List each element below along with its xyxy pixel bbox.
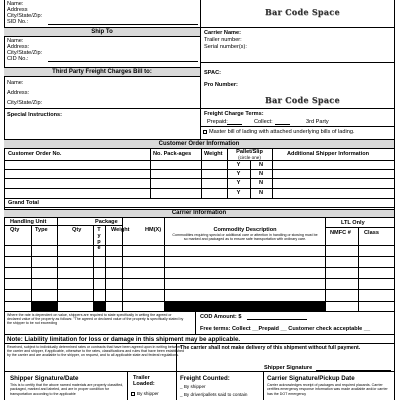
ltl-only-label: LTL Only [341,220,365,226]
ship-to-city-label: City/State/Zip: [7,50,43,56]
col-pkg-type-text: T y p e [97,226,101,251]
pallet-y-2[interactable]: Y [236,170,241,177]
ship-to-header: Ship To [4,28,200,36]
third-party-address-label: Address: [7,90,30,96]
fee-terms-label: Free terms: Collect __Prepaid __ Customer check acceptable __ [200,326,371,332]
trailer-by-shipper-text: By shipper [137,391,159,396]
value-note: Where the rate is dependent on value, shippers are required to state specifically in writing the agreed or declared value of the property as follows: "The agreed or declared value of the property is specifically stated by the shipper to be not exceeding [7,312,184,326]
shipper-sig-date-label: Shipper Signature/Date [10,375,79,382]
col-hu-type: Type [35,226,48,233]
special-instructions-label: Special Instructions: [7,112,63,118]
ship-from-sid-label: SID No.: [7,19,29,25]
col-hu-qty: Qty [10,226,20,233]
col-customer-order-no: Customer Order No. [8,151,62,157]
master-bol-text: Master bill of lading with attached underlying bills of lading. [209,129,355,135]
ship-from-address-label: Address [7,7,28,13]
ship-from-name-label: Name: [7,1,24,7]
freight-by-shipper-blank: _ [180,384,184,389]
ship-to-cid-label: CID No.: [7,56,29,62]
ship-from-city-label: City/State/Zip: [7,13,43,19]
ship-to-address-label: Address: [7,44,30,50]
freight-terms-label: Freight Charge Terms: [204,111,264,117]
grand-total-blackout-2 [93,301,105,311]
col-hm: HM(X) [145,226,162,233]
col-weight: Weight [204,151,223,157]
commodity-note: Commodities requiring special or additional care or attention in handling or stowing must be so marked and packaged as to ensure safe transportation with ordinary care. [172,233,318,242]
freight-by-driver-text: By driver/pallets said to contain [183,392,248,397]
pallet-n-2[interactable]: N [258,170,264,177]
customer-order-header: Customer Order Information [4,140,394,148]
barcode-space-2: Bar Code Space [265,95,340,105]
handling-unit-label: Handling Unit [10,218,47,225]
col-pallet-sub: (circle one) [238,155,261,160]
col-pallet-slip: Pallet/Slip [236,149,263,155]
third-party-option-label: 3rd Party [306,119,329,125]
freight-counted-label: Freight Counted: [180,375,230,382]
col-nmfc: NMFC # [330,230,351,236]
shipper-cert-note: This is to certify that the above named materials are properly classified, packaged, marked and labeled, and are in proper condition for transportation according to the applicable [10,383,124,396]
ship-to-name-label: Name: [7,38,24,44]
carrier-ack-note: Carrier acknowledges receipt of packages and required placards. Carrier certifies emergency response information was made available and/or carrier has the DOT emergency [267,383,388,396]
pallet-n-1[interactable]: N [258,161,264,168]
freight-by-shipper-text: By shipper [183,384,206,389]
pallet-n-4[interactable]: N [258,189,264,196]
grand-total-label: Grand Total [8,199,39,206]
carrier-sig-label: Carrier Signature/Pickup Date [267,375,355,382]
serial-number-label: Serial number(s): [204,44,247,50]
trailer-loaded-label: Trailer Loaded: [133,375,155,388]
freight-by-driver-blank: _ [180,392,184,397]
freight-by-shipper[interactable] [180,384,206,389]
grand-total-blackout-1 [31,301,57,311]
col-commodity: Commodity Description [213,226,277,233]
third-party-name-label: Name: [7,80,24,86]
barcode-space-1: Bar Code Space [265,7,340,17]
shipper-signature-label: Shipper Signature [264,365,313,371]
carrier-name-label: Carrier Name: [204,30,241,36]
package-label: Package [95,218,118,225]
col-pkg-type [96,227,102,251]
col-additional-info: Additional Shipper Information [287,151,370,157]
master-bol-checkbox[interactable] [203,130,207,134]
third-party-city-label: City/State/Zip: [7,100,43,106]
master-bol-option[interactable] [203,129,355,135]
trailer-loaded-by-shipper[interactable] [131,391,159,396]
col-class: Class [364,230,379,236]
col-no-packages: No. Pack-ages [153,151,192,157]
cod-amount-label: COD Amount: $ [200,314,242,320]
freight-by-driver[interactable] [180,392,247,397]
pallet-y-1[interactable]: Y [236,161,241,168]
pro-number-label: Pro Number: [204,82,238,88]
prepaid-label: Prepaid: [207,119,228,125]
pallet-y-4[interactable]: Y [236,189,241,196]
pallet-n-3[interactable]: N [258,179,264,186]
col-pkg-qty: Qty [72,226,82,233]
carrier-info-header: Carrier Information [4,209,394,217]
scac-label: SPAC: [204,70,221,76]
pallet-y-3[interactable]: Y [236,179,241,186]
collect-label: Collect: [254,119,273,125]
third-party-header: Third Party Freight Charges Bill to: [4,68,200,76]
carrier-no-delivery-note: The carrier shall not make delivery of this shipment without full payment. [180,345,361,351]
grand-total-blackout-3 [164,301,325,311]
trailer-number-label: Trailer number: [204,37,242,43]
liability-note: Note: Liability limitation for loss or damage in this shipment may be applicable. [7,335,241,343]
col-weight-carrier: Weight [111,226,130,233]
trailer-by-shipper-checkbox[interactable] [131,392,135,396]
received-note: Received, subject to individually determined rates or contracts that have been agreed upon in writing between the carrier and shipper, if applicable, otherwise to the rates, classifications and rules that have been established by the carrier and are available to the shipper, on request, and to all applicable state and federal regulations. [7,344,184,358]
